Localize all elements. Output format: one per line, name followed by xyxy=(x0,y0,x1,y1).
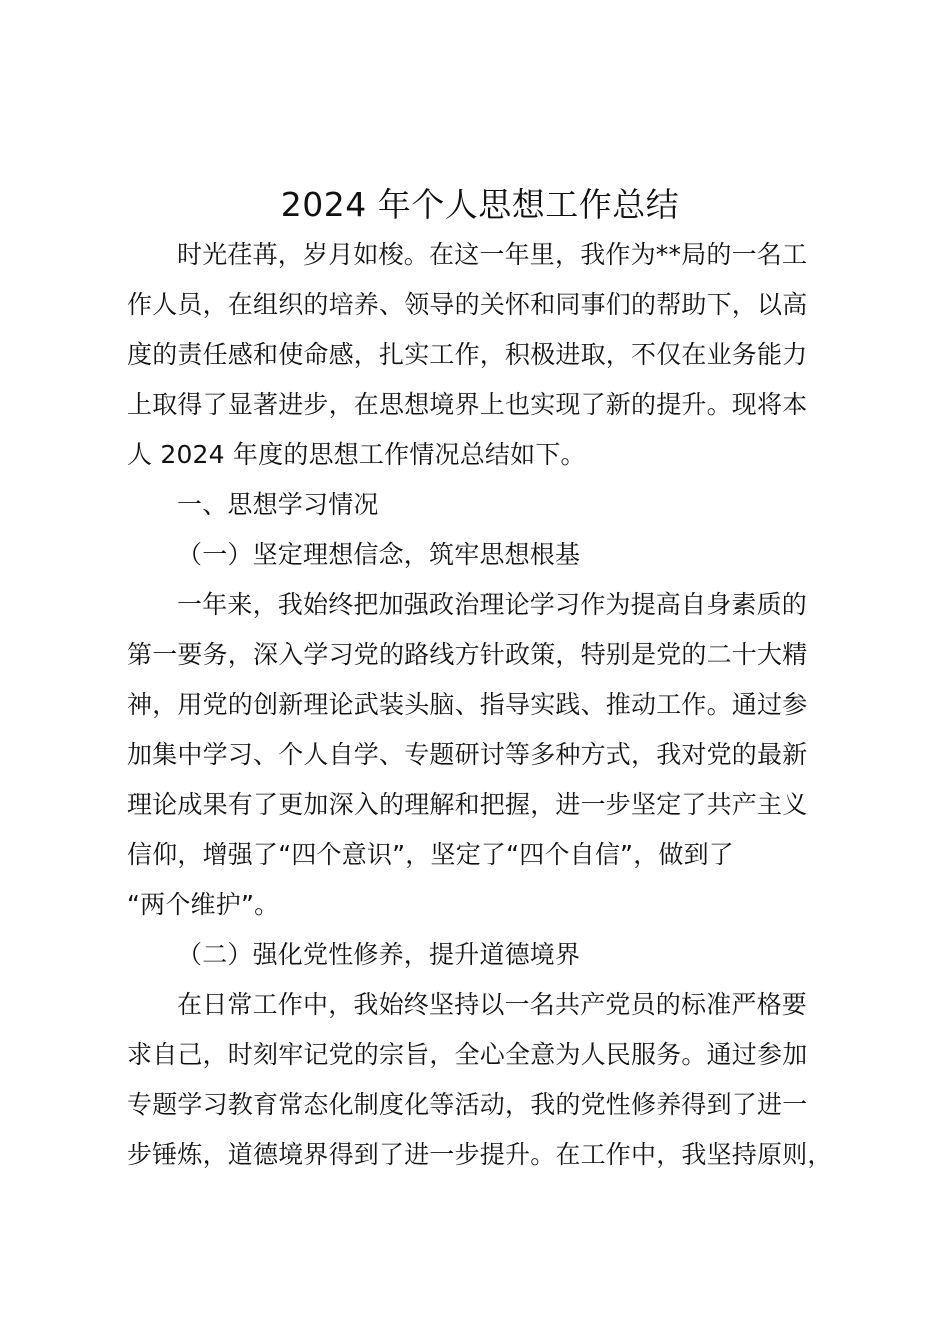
paragraph-line: 作人员，在组织的培养、领导的关怀和同事们的帮助下，以高 xyxy=(127,290,808,319)
paragraph-line: 度的责任感和使命感，扎实工作，积极进取，不仅在业务能力 xyxy=(127,340,808,369)
paragraph-line: 上取得了显著进步，在思想境界上也实现了新的提升。现将本 xyxy=(127,390,808,419)
paragraph-line: 步锤炼，道德境界得到了进一步提升。在工作中，我坚持原则， xyxy=(127,1140,833,1169)
paragraph-line: 时光荏苒，岁月如梭。在这一年里，我作为**局的一名工 xyxy=(177,240,808,269)
paragraph-line: 神，用党的创新理论武装头脑、指导实践、推动工作。通过参 xyxy=(127,690,808,719)
section-heading: 一、思想学习情况 xyxy=(177,490,379,519)
subsection-heading: （一）坚定理想信念，筑牢思想根基 xyxy=(177,540,581,569)
document-body xyxy=(127,230,833,1180)
paragraph-line: 求自己，时刻牢记党的宗旨，全心全意为人民服务。通过参加 xyxy=(127,1040,808,1069)
paragraph-line: 人 2024 年度的思想工作情况总结如下。 xyxy=(127,440,586,469)
paragraph-line: “两个维护”。 xyxy=(127,890,280,919)
paragraph-line: 第一要务，深入学习党的路线方针政策，特别是党的二十大精 xyxy=(127,640,808,669)
paragraph-line: 理论成果有了更加深入的理解和把握，进一步坚定了共产主义 xyxy=(127,790,808,819)
paragraph-line: 信仰，增强了“四个意识”，坚定了“四个自信”，做到了 xyxy=(127,840,735,869)
document-title: 2024 年个人思想工作总结 xyxy=(280,185,680,224)
paragraph-line: 一年来，我始终把加强政治理论学习作为提高自身素质的 xyxy=(177,590,808,619)
paragraph-line: 在日常工作中，我始终坚持以一名共产党员的标准严格要 xyxy=(177,990,808,1019)
paragraph-line: 专题学习教育常态化制度化等活动，我的党性修养得到了进一 xyxy=(127,1090,808,1119)
paragraph-line: 加集中学习、个人自学、专题研讨等多种方式，我对党的最新 xyxy=(127,740,808,769)
subsection-heading: （二）强化党性修养，提升道德境界 xyxy=(177,940,581,969)
